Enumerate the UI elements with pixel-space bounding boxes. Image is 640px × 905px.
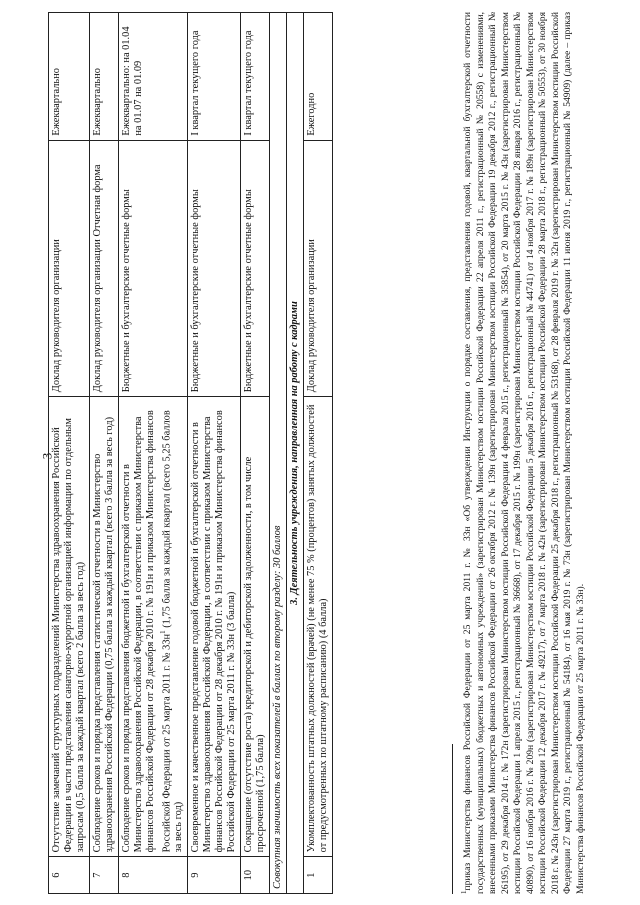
footnote: [458, 12, 587, 894]
document-source: Бюджетные и бухгалтерские отчетные формы: [119, 140, 188, 397]
indicator-text: Сокращение (отсутствие роста) кредиторской и дебиторской задолженности, в том числе просроченной (1,75 балла): [241, 397, 270, 857]
reporting-period: Ежеквартально: [90, 13, 119, 141]
reporting-period: Ежеквартально: [49, 13, 90, 141]
footnote-marker: 1: [159, 630, 167, 634]
indicator-score: (1,75 балла за каждый квартал (всего 5,25 баллов за весь год): [161, 410, 185, 853]
document-source: Бюджетные и бухгалтерские отчетные формы: [188, 140, 241, 397]
footnote-marker: 1: [460, 890, 468, 894]
rotated-sheet: [40, 12, 600, 894]
indicator-text: Отсутствие замечаний структурных подразделений Министерства здравоохранения Российской Федерации в части представления санаторно-курортной организацией информации по отдельным запросам (0,5 балла за каждый квартал (всего 2 балла за весь год): [49, 397, 90, 857]
document-source: Доклад руководителя организации: [49, 140, 90, 397]
sheet-content: [40, 12, 600, 894]
reporting-period: I квартал текущего года: [241, 13, 270, 141]
footnote-text: приказ Министерства финансов Российской Федерации от 25 марта 2011 г. № 33н «Об утверждении Инструкции о порядке составления, представления годовой, квартальной бухгалтерской отчетности государственных (муниципальных) бюджетных и автономных учреждений» (зарегистрирован Министерством юстиции Российской Федерации 22 апреля 2011 г., регистрационный № 20558) с изменениями, внесенными приказами Министерства финансов Российской Федерации от 26 октября 2012 г. № 139н (зарегистрирован Министерством юстиции Российской Федерации 19 декабря 2012 г., регистрационный № 26195), от 29 декабря 2014 г. № 172н (зарегистрирован Министерством юстиции Российской Федерации 4 февраля 2015 г., регистрационный № 35854), от 20 марта 2015 г. № 43н (зарегистрирован Министерством юстиции Российской Федерации 1 апреля 2015 г., регистрационный № 36668), от 17 декабря 2015 г. № 199н (зарегистрирован Министерством юстиции Российской Федерации 28 января 2016 г., регистрационный № 40890), от 16 ноября 2016 г. № 209н (зарегистрирован Министерством юстиции Российской Федерации 5 декабря 2016 г., регистрационный № 44741) от 14 ноября 2017 г. № 189н (зарегистрирован Министерством юстиции Российской Федерации 12 декабря 2017 г. № 49217), от 7 марта 2018 г. № 42н (зарегистрирован Министерством юстиции Российской Федерации 28 марта 2018 г., регистрационный № 50553), от 30 ноября 2018 г. № 243н (зарегистрирован Министерством юстиции Российской Федерации 25 декабря 2018 г., регистрационный № 53168), от 28 февраля 2019 г. № 32н (зарегистрирован Министерством юстиции Российской Федерации 27 марта 2019 г., регистрационный № 54184), от 16 мая 2019 г. № 73н (зарегистрирован Министерством юстиции Российской Федерации 11 июня 2019 г., регистрационный № 54909) (далее – приказ Министерства финансов Российской Федерации от 25 марта 2011 г. № 33н).: [462, 12, 586, 894]
row-number: 9: [188, 857, 241, 894]
row-number: 10: [241, 857, 270, 894]
document-source: Бюджетные и бухгалтерские отчетные формы: [241, 140, 270, 397]
indicator-text: Своевременное и качественное представление годовой бюджетной и бухгалтерской отчетности в Министерство здравоохранения Российской Федерации, в соответствии с приказом Министерства финансов Российской Федерации от 28 декабря 2010 г. № 191н и приказом Министерства финансов Российской Федерации от 25 марта 2011 г. № 33н (3 балла): [188, 397, 241, 857]
table-row: [188, 13, 241, 894]
section-title: 3. Деятельность учреждения, направленная на работу с кадрами: [287, 13, 304, 894]
table-row: [119, 13, 188, 894]
section-header-row: [287, 13, 304, 894]
summary-row: [270, 13, 287, 894]
table-row: [241, 13, 270, 894]
indicators-table: [48, 12, 333, 894]
indicator-text: Укомплектованность штатных должностей (врачей) (не менее 75 % (процентов) занятых должностей от предусмотренных по штатному расписанию) (4 балла): [304, 397, 333, 857]
table-row: [304, 13, 333, 894]
reporting-period: I квартал текущего года: [188, 13, 241, 141]
indicator-text: Соблюдение сроков и порядка представления бюджетной и бухгалтерской отчетности в Министерство здравоохранения Российской Федерации, в соответствии с приказом Министерства финансов Российской Федерации от 28 декабря 2010 г. № 191н и приказом Министерства финансов Российской Федерации от 25 марта 2011 г. № 33н: [121, 410, 173, 853]
page-number: 3: [39, 452, 55, 460]
indicator-text: Соблюдение сроков и порядка представления статистической отчетности в Министерство здравоохранения Российской Федерации (0,75 балла за каждый квартал (всего 3 балла за весь год): [90, 397, 119, 857]
indicator-cell: [119, 397, 188, 857]
row-number: 7: [90, 857, 119, 894]
reporting-period: Ежегодно: [304, 13, 333, 141]
row-number: 8: [119, 857, 188, 894]
reporting-period: Ежеквартально: на 01.04 на 01.07 на 01.09: [119, 13, 188, 141]
document-source: Доклад руководителя организации: [304, 140, 333, 397]
row-number: 6: [49, 857, 90, 894]
table-row: [49, 13, 90, 894]
footnote-divider: [452, 744, 453, 894]
table-row: [90, 13, 119, 894]
summary-text: Совокупная значимость всех показателей в баллах по второму разделу: 30 баллов: [270, 13, 287, 894]
document-source: Доклад руководителя организации Отчетная форма: [90, 140, 119, 397]
row-number: 1: [304, 857, 333, 894]
